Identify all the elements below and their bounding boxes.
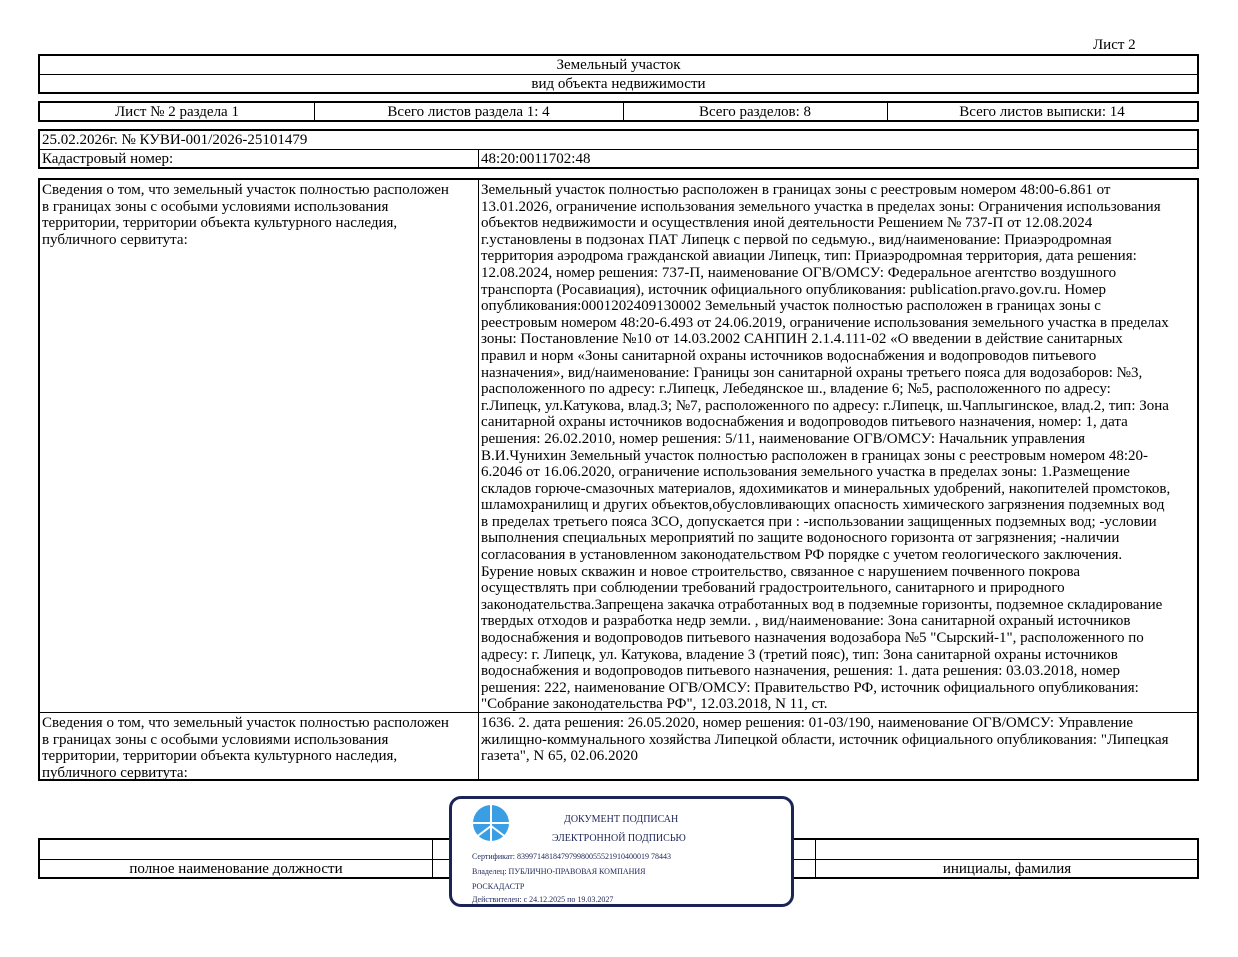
name-label: инициалы, фамилия (942, 861, 1072, 877)
text-line: твердых отходов и разработка недр земли. , вид/наименование: Зона санитарной охраный источников (481, 613, 1131, 630)
text-line: решения: 26.02.2010, номер решения: 5/11, наименование ОГВ/ОМСУ: Начальник управления (481, 430, 1086, 447)
text-line: объектов недвижимости и осуществления иной деятельности Решением № 737-П от 12.08.2024 (481, 215, 1093, 232)
zone-info-label: Сведения о том, что земельный участок полностью расположен в границах зоны с особыми условиями использования территории, территории объекта культурного наследия, публичного сервитута: (42, 715, 449, 781)
text-line: согласования в установленном законодательством РФ порядке с учетом геологического заключения. (481, 547, 1123, 564)
object-type-table (38, 54, 1199, 94)
sheet-number: Лист № 2 раздела 1 (115, 104, 239, 120)
extract-sheets-total: Всего листов выписки: 14 (959, 104, 1125, 120)
text-line: в пределах третьего пояса ЗСО, допускается при : -использовании защищенных подземных вод; -условии (481, 513, 1157, 530)
roskadastr-logo-icon (472, 804, 510, 842)
text-line: шламохранилищ и других объектов,обусловливающих опасность химического загрязнения подземных вод (481, 497, 1165, 514)
text-line: законодательства.Запрещена закачка отработанных вод в подземные горизонты, подземное складирование (481, 596, 1163, 613)
zone-info-label: Сведения о том, что земельный участок полностью расположен в границах зоны с особыми условиями использования территории, территории объекта культурного наследия, публичного сервитута: (42, 182, 449, 248)
text-line: расположенного по адресу: г.Липецк, Лебедянское ш., владение 6; №5, расположенного по адресу: (481, 381, 1111, 398)
text-line: 6.2046 от 16.06.2020, ограничение использования земельного участка в пределах зоны: 1.Размещение (481, 464, 1130, 481)
sheet-info-table (38, 101, 1199, 122)
text-line: Бурение новых скважин и новое строительство, связанное с нарушением почвенного покрова (481, 563, 1080, 580)
text-line: осуществлять при соблюдении требований градостроительного, санитарного и природного (481, 580, 1065, 597)
text-line: выполнения специальных мероприятий по защите водоносного горизонта от загрязнения; -наличии (481, 530, 1120, 547)
object-title: Земельный участок (556, 57, 681, 73)
text-line: территория аэродрома гражданской авиации Липецк, тип: Приаэродромная территория, дата решения: (481, 248, 1137, 265)
doc-ref-table (38, 129, 1199, 169)
text-line: санитарной охраны источников водоснабжения и водопроводов питьевого назначения, номер: 1, дата (481, 414, 1128, 431)
text-line: 13.01.2026, ограничение использования земельного участка в пределах зоны: Ограничения использования (481, 198, 1161, 215)
cadastral-number: 48:20:0011702:48 (481, 151, 591, 167)
text-line: складов горюче-смазочных материалов, ядохимикатов и минеральных удобрений, накопителей промстоков, (481, 480, 1171, 497)
document-reference: 25.02.2026г. № КУВИ-001/2026-25101479 (42, 132, 308, 148)
text-line: В.И.Чунихин Земельный участок полностью расположен в границах зоны с реестровым номером 48:20- (481, 447, 1149, 464)
text-line: водоснабжения и водопроводов питьевого назначения, решения: 1. дата решения: 03.03.2018, номер (481, 663, 1121, 680)
text-line: 12.08.2024, номер решения: 737-П, наименование ОГВ/ОМСУ: Федеральное агентство воздушного (481, 264, 1117, 281)
text-line: г.установлены в подзонах ПАТ Липецк с первой по седьмую., вид/наименование: Приаэродромная (481, 231, 1112, 248)
stamp-certificate: Сертификат: 839971481847979980055521910400019 78443 (472, 852, 671, 861)
text-line: опубликования:0001202409130002 Земельный участок полностью расположен в границах зоны с (481, 298, 1101, 315)
text-line: "Собрание законодательства РФ", 12.03.2018, N 11, ст. (481, 696, 828, 713)
text-line: реестровым номером 48:20-6.493 от 24.06.2019, ограничение использования земельного участка в пределах (481, 314, 1169, 331)
object-subtitle: вид объекта недвижимости (531, 76, 706, 92)
stamp-subtitle: ЭЛЕКТРОННОЙ ПОДПИСЬЮ (552, 833, 686, 844)
text-line: водоснабжения и водопроводов питьевого назначения водозабора №5 "Сырский-1", расположенного по (481, 630, 1144, 647)
sheet-label: Лист 2 (1093, 37, 1136, 53)
zone-info-value (481, 182, 1170, 713)
text-line: г.Липецк, ул.Катукова, влад.3; №7, расположенного по адресу: г.Липецк, ш.Чаплыгинское, влад.2, тип: Зона (481, 397, 1169, 414)
stamp-owner-name: РОСКАДАСТР (472, 882, 525, 891)
text-line: зоны: Постановление №10 от 14.03.2002 САНПИН 2.1.4.111-02 «О введении в действие санитарных (481, 331, 1123, 348)
cadastral-label: Кадастровый номер: (42, 151, 174, 167)
text-line: Земельный участок полностью расположен в границах зоны с реестровым номером 48:00-6.861 от (481, 182, 1111, 198)
text-line: решения: 222, наименование ОГВ/ОМСУ: Правительство РФ, источник официального опубликования: (481, 679, 1139, 696)
section-sheets-total: Всего листов раздела 1: 4 (387, 104, 550, 120)
text-line: правил и норм «Зоны санитарной охраны источников водоснабжения и водопроводов питьевого (481, 347, 1097, 364)
text-line: адресу: г. Липецк, ул. Катукова, владение 3 (третий пояс), тип: Зона санитарной охраны источников (481, 646, 1118, 663)
sections-total: Всего разделов: 8 (698, 104, 812, 120)
text-line: назначения», вид/наименование: Границы зон санитарной охраны третьего пояса для водозаборов: №3, (481, 364, 1143, 381)
electronic-signature-stamp (449, 796, 794, 907)
stamp-validity: Действителен: с 24.12.2025 по 19.03.2027 (472, 895, 614, 904)
stamp-owner: Владелец: ПУБЛИЧНО-ПРАВОВАЯ КОМПАНИЯ (472, 867, 646, 876)
position-label: полное наименование должности (129, 861, 343, 877)
zone-info-table (38, 178, 1199, 781)
stamp-title: ДОКУМЕНТ ПОДПИСАН (564, 814, 679, 825)
text-line: транспорта (Росавиация), источник официального опубликования: publication.pravo.gov.ru. Номер (481, 281, 1107, 298)
zone-info-value: 1636. 2. дата решения: 26.05.2020, номер решения: 01-03/190, наименование ОГВ/ОМСУ: Управление жилищно-коммунального хозяйства Липецкой области, источник официального опубликования: "Липецкая газета", N 65, 02.06.2020 (481, 715, 1169, 765)
